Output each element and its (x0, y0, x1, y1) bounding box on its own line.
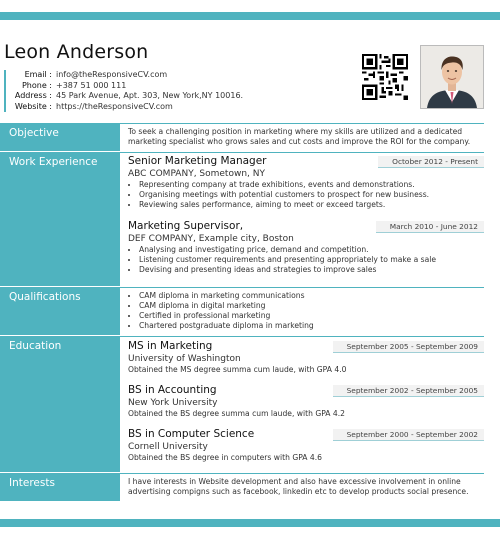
list-item: • Analysing and investigating price, demand and competition. (139, 245, 484, 255)
education-entry (128, 384, 484, 419)
contact-label: Website : (14, 101, 52, 111)
bottom-accent-bar (0, 519, 500, 527)
section-work-experience (0, 153, 500, 286)
list-item: • Listening customer requirements and presenting appropriately to make a sale (139, 255, 484, 265)
education-dates: September 2005 - September 2009 (333, 341, 484, 353)
section-sidebar (0, 153, 120, 286)
list-item: • Representing company at trade exhibitions, events and demonstrations. (139, 180, 484, 190)
list-item: • CAM diploma in digital marketing (139, 301, 484, 311)
education-entry (128, 340, 484, 375)
school-name: New York University (128, 398, 218, 408)
education-entry (128, 428, 484, 463)
degree-title: BS in Computer Science (128, 428, 255, 440)
degree-title: MS in Marketing (128, 340, 213, 352)
list-item: • CAM diploma in marketing communications (139, 291, 484, 301)
school-name: University of Washington (128, 354, 241, 364)
degree-title: BS in Accounting (128, 384, 217, 396)
section-education (0, 337, 500, 472)
list-item: • Organising meetings with potential customers to prospect for new business. (139, 190, 484, 200)
contact-email[interactable]: info@theResponsiveCV.com (56, 70, 168, 79)
list-item: • Reviewing sales performance, aiming to meet or exceed targets. (139, 200, 484, 210)
contact-phone-row (6, 81, 243, 92)
job-duties (128, 180, 484, 210)
section-objective (0, 124, 500, 151)
job-entry (128, 155, 484, 210)
section-sidebar (0, 124, 120, 151)
contact-address: 45 Park Avenue, Apt. 303, New York,NY 10016. (56, 91, 244, 100)
contact-website[interactable]: https://theResponsiveCV.com (56, 101, 173, 111)
contact-label: Email : (24, 70, 52, 79)
section-sidebar (0, 288, 120, 335)
section-label: Work Experience (9, 156, 98, 168)
contact-email-row (6, 70, 243, 81)
qr-code-icon (362, 52, 408, 102)
section-label: Objective (9, 127, 59, 139)
section-qualifications (0, 288, 500, 335)
section-sidebar (0, 337, 120, 472)
candidate-name: Leon Anderson (4, 41, 149, 63)
contact-block (4, 70, 243, 112)
objective-text: To seek a challenging position in marketing where my skills are utilized and a dedicated marketing specialist who grows sales and cut costs and improve the ROI for the company. (128, 127, 471, 146)
section-sidebar (0, 474, 120, 501)
qualifications-list (128, 291, 484, 331)
portrait-image (421, 46, 483, 108)
job-entry (128, 220, 484, 275)
interests-text: I have interests in Website development and also have excessive involvement in online advertising compigns such as facebook, linkedin etc to develop products social presence. (128, 477, 469, 496)
contact-address-row (6, 91, 243, 102)
job-title: Marketing Supervisor, (128, 220, 244, 232)
section-interests (0, 474, 500, 501)
section-label: Interests (9, 477, 55, 489)
section-label: Qualifications (9, 291, 81, 303)
job-dates: March 2010 - June 2012 (376, 221, 484, 233)
education-dates: September 2000 - September 2002 (333, 429, 484, 441)
profile-photo (420, 45, 484, 109)
job-title: Senior Marketing Manager (128, 155, 267, 167)
degree-detail: Obtained the BS degree in computers with GPA 4.6 (128, 453, 322, 462)
school-name: Cornell University (128, 442, 208, 452)
degree-detail: Obtained the BS degree summa cum laude, with GPA 4.2 (128, 409, 345, 418)
section-label: Education (9, 340, 62, 352)
list-item: • Chartered postgraduate diploma in marketing (139, 321, 484, 331)
degree-detail: Obtained the MS degree summa cum laude, with GPA 4.0 (128, 365, 347, 374)
contact-phone: +387 51 000 111 (56, 80, 127, 90)
job-company: DEF COMPANY, Example city, Boston (128, 234, 294, 244)
job-duties (128, 245, 484, 275)
contact-website-row (6, 102, 243, 113)
job-dates: October 2012 - Present (378, 156, 484, 168)
contact-label: Phone : (21, 80, 52, 90)
job-company: ABC COMPANY, Sometown, NY (128, 169, 265, 179)
list-item: • Certified in professional marketing (139, 311, 484, 321)
contact-label: Address : (14, 91, 52, 100)
education-dates: September 2002 - September 2005 (333, 385, 484, 397)
top-accent-bar (0, 12, 500, 20)
list-item: • Devising and presenting ideas and strategies to improve sales (139, 265, 484, 275)
